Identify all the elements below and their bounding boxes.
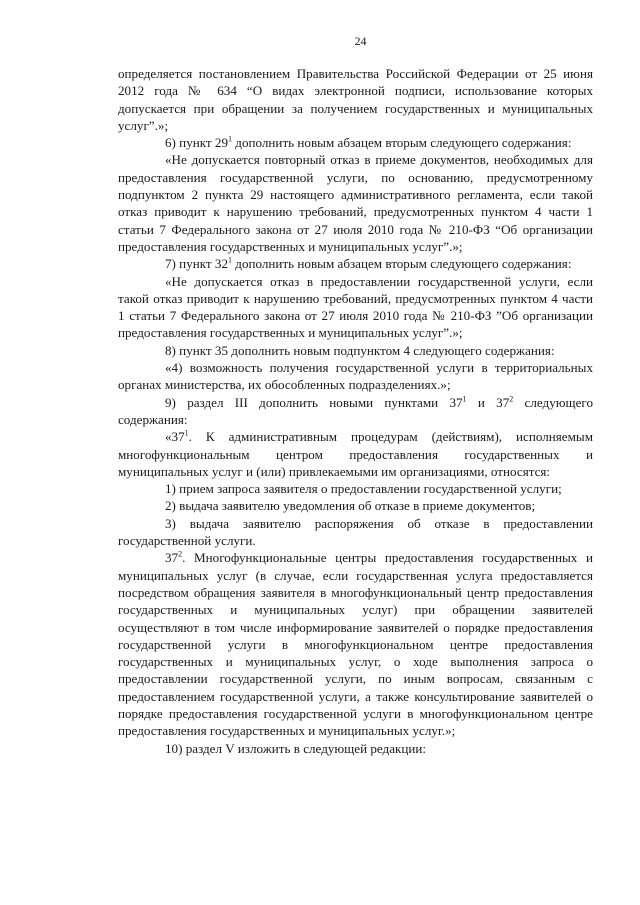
paragraph-item-9: 9) раздел III дополнить новыми пунктами $37^1$ и $37^2$ следующего содержания: [118, 394, 594, 427]
paragraph-subitem-2: 2) выдача заявителю уведомления об отказе в приеме документов; [165, 498, 536, 514]
paragraph-item-8: 8) пункт 35 дополнить новым подпунктом 4 следующего содержания: [165, 342, 555, 358]
paragraph-item-6: 6) пункт $29^1$ дополнить новым абзацем вторым следующего содержания: [165, 134, 572, 151]
paragraph-continuation: определяется постановлением Правительства Российской Федерации от 25 июня 2012 года № 634 “О видах электронной подписи, использование которых допускается при обращении за получением государственных и муниципальных услуг”.»; [118, 66, 593, 133]
paragraph-item-10: 10) раздел V изложить в следующей редакции: [165, 740, 427, 756]
page-number: 24 [354, 34, 367, 48]
paragraph-point-37-1: «$37^1$. К административным процедурам (действиям), исполняемым многофункциональным центром предоставления государственных и муниципальных услуг и (или) привлекаемыми им организациями, относятся: [118, 428, 593, 479]
paragraph-item-7: 7) пункт $32^1$ дополнить новым абзацем вторым следующего содержания: [165, 255, 572, 272]
paragraph-quote-1: «Не допускается повторный отказ в приеме документов, необходимых для предоставления государственной услуги, по основанию, предусмотренному подпунктом 2 пункта 29 настоящего административного регламента, если такой отказ приводит к нарушению требований, предусмотренных пунктом 4 части 1 статьи 7 Федерального закона от 27 июля 2010 года № 210-ФЗ “Об организации предоставления государственных и муниципальных услуг”.»; [118, 152, 593, 254]
paragraph-quote-2: «Не допускается отказ в предоставлении государственной услуги, если такой отказ приводит к нарушению требований, предусмотренных пунктом 4 части 1 статьи 7 Федерального закона от 27 июля 2010 года № 210-ФЗ ”Об организации предоставления государственных и муниципальных услуг”.»; [118, 273, 593, 341]
paragraph-point-37-2: $37^2$. Многофункциональные центры предоставления государственных и муниципальных услуг (в случае, если государственная услуга предоставляется посредством обращения заявителя в многофункциональный центр предоставления государственных и муниципальных услуг) при обращении заявителей осуществляют в том числе информирование заявителей о порядке предоставления государственной услуги в многофункциональном центре предоставления государственных и муниципальных услуг, о ходе выполнения запроса о предоставлении государственной услуги, по иным вопросам, связанным с предоставлением государственной услуги, а также консультирование заявителей о порядке предоставления государственной услуги в многофункциональном центре предоставления государственных и муниципальных услуг.»; [118, 549, 593, 739]
paragraph-subitem-3: 3) выдача заявителю распоряжения об отказе в предоставлении государственной услуги. [118, 515, 593, 549]
paragraph-subitem-1: 1) прием запроса заявителя о предоставлении государственной услуги; [165, 481, 562, 497]
paragraph-quote-3: «4) возможность получения государственной услуги в территориальных органах министерства, их обособленных подразделениях.»; [118, 360, 593, 393]
